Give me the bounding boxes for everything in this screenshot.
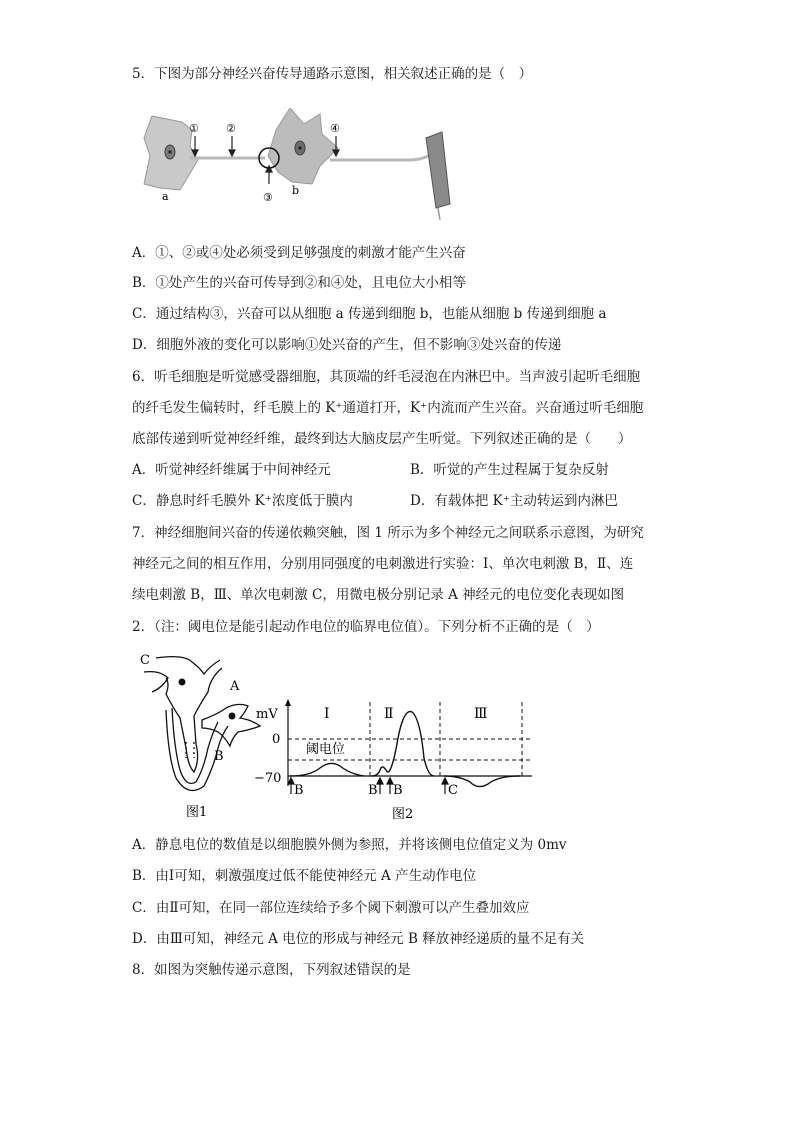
fig1-neuron-a-nucleus: [229, 713, 236, 720]
muscle: [426, 132, 450, 208]
q7-line-1: 7．神经细胞间兴奋的传递依赖突触，图 1 所示为多个神经元之间联系示意图，为研究: [132, 525, 644, 541]
axon-b: [330, 154, 432, 160]
q6-option-d: D．有载体把 K⁺主动转运到内淋巴: [410, 493, 618, 509]
q5-option-a: A．①、②或④处必须受到足够强度的刺激才能产生兴奋: [132, 245, 466, 261]
cell-b-label: b: [292, 184, 300, 197]
q7-option-c: C．由Ⅱ可知，在同一部位连续给予多个阈下刺激可以产生叠加效应: [132, 900, 530, 916]
fig2-caption: 图2: [392, 807, 414, 822]
mark-3: ③: [263, 191, 273, 204]
q6-line-1: 6．听毛细胞是听觉感受器细胞，其顶端的纤毛浸泡在内淋巴中。当声波引起听毛细胞: [132, 369, 641, 385]
fig1-main-nucleus: [179, 679, 186, 686]
fig2-section-3: Ⅲ: [474, 706, 488, 722]
fig2-potential-chart: [254, 698, 540, 823]
q5-option-b: B．①处产生的兴奋可传导到②和④处，且电位大小相等: [132, 275, 466, 291]
q7-option-d: D．由Ⅲ可知，神经元 A 电位的形成与神经元 B 释放神经递质的量不足有关: [132, 931, 585, 947]
q7-line-2: 神经元之间的相互作用，分别用同强度的电刺激进行实验：Ⅰ、单次电刺激 B，Ⅱ、连: [132, 556, 634, 572]
cell-a-label: a: [162, 190, 169, 203]
q6-option-b: B．听觉的产生过程属于复杂反射: [410, 462, 609, 478]
q5-stem: 5．下图为部分神经兴奋传导通路示意图，相关叙述正确的是（ ）: [132, 66, 533, 82]
fig2-curve-2: [372, 712, 434, 776]
q7-line-3: 续电刺激 B，Ⅲ、单次电刺激 C，用微电极分别记录 A 神经元的电位变化表现如图: [132, 587, 625, 603]
q6-option-a: A．听觉神经纤维属于中间神经元: [132, 462, 331, 478]
q7-line-4: 2．（注：阈电位是能引起动作电位的临界电位值）。下列分析不正确的是（ ）: [132, 619, 600, 635]
q6-line-2: 的纤毛发生偏转时，纤毛膜上的 K⁺通道打开，K⁺内流而产生兴奋。兴奋通过听毛细胞: [132, 400, 644, 416]
q7-option-b: B．由Ⅰ可知，刺激强度过低不能使神经元 A 产生动作电位: [132, 868, 477, 884]
fig1-caption: 图1: [186, 805, 208, 820]
fig2-threshold-label: 阈电位: [306, 742, 346, 757]
fig1-label-b: B: [214, 749, 224, 764]
fig2-zero-label: 0: [272, 732, 281, 747]
fig2-section-1: Ⅰ: [324, 706, 330, 722]
q5-option-c: C．通过结构③，兴奋可以从细胞 a 传递到细胞 b，也能从细胞 b 传递到细胞 a: [132, 306, 607, 322]
fig1-axon-loop: [172, 708, 218, 784]
fig2-section-2: Ⅱ: [384, 706, 394, 722]
fig2-stim-3: B: [393, 783, 403, 798]
q5-neuron-figure: [140, 108, 480, 220]
fig2-rest-label: −70: [254, 771, 282, 786]
fig2-stim-1: B: [294, 783, 304, 798]
q7-option-a: A．静息电位的数值是以细胞膜外侧为参照，并将该侧电位值定义为 0mv: [132, 837, 567, 853]
mark-4: ④: [330, 122, 340, 135]
fig2-curve-1: [290, 763, 364, 776]
fig1-label-a: A: [230, 679, 240, 694]
q8-stem: 8．如图为突触传递示意图，下列叙述错误的是: [132, 962, 411, 978]
q6-option-c: C．静息时纤毛膜外 K⁺浓度低于膜内: [132, 493, 353, 509]
fig1-label-c: C: [140, 653, 150, 668]
fig2-stim-2: B: [368, 783, 378, 798]
fig2-stim-4: C: [448, 783, 458, 798]
q6-line-3: 底部传递到听觉神经纤维，最终到达大脑皮层产生听觉。下列叙述正确的是（ ）: [132, 431, 632, 447]
mark-2: ②: [226, 122, 236, 135]
fig1-neuron-diagram: [134, 648, 264, 823]
fig2-unit: mV: [256, 707, 278, 722]
q5-option-d: D．细胞外液的变化可以影响①处兴奋的产生，但不影响③处兴奋的传递: [132, 337, 562, 353]
mark-1: ①: [189, 122, 199, 135]
